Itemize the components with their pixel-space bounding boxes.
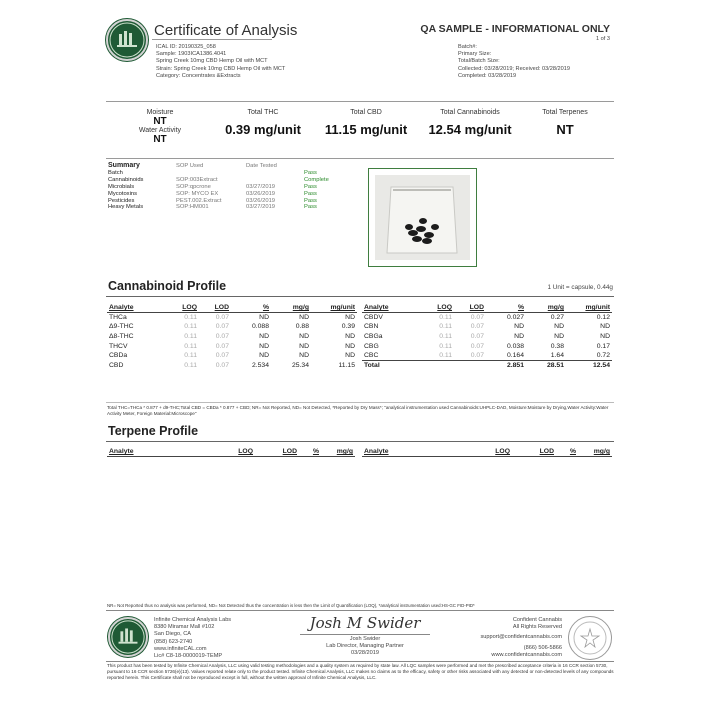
partner-line: (866) 506-5866 — [523, 644, 562, 651]
table-row — [362, 351, 612, 361]
table-cell: CBDV — [364, 314, 383, 322]
table-row — [362, 341, 612, 351]
table-cell: 0.07 — [470, 314, 484, 322]
unit-note: 1 Unit = capsule, 0.44g — [547, 284, 613, 291]
water-activity-label: Water Activity — [138, 127, 182, 134]
table-row — [362, 322, 612, 332]
total-cannabinoids-block — [420, 109, 520, 137]
table-cell: CBC — [364, 351, 379, 359]
table-row — [107, 360, 357, 370]
summary-date — [246, 177, 304, 184]
total-cbd-label: Total CBD — [350, 109, 382, 116]
summary-row — [108, 184, 348, 191]
column-header: % — [486, 304, 526, 313]
partner-line: support@confidentcannabis.com — [480, 634, 562, 641]
table-cell — [410, 360, 454, 370]
column-header: Analyte — [107, 448, 197, 457]
column-header: LOD — [454, 304, 486, 313]
partner-line: Confident Cannabis — [512, 617, 562, 623]
moisture-label: Moisture — [146, 109, 174, 116]
meta-divider — [106, 101, 614, 102]
column-header: LOQ — [410, 304, 454, 313]
total-thc-block — [218, 109, 308, 137]
table-cell: ND — [259, 342, 269, 350]
table-cell: 28.51 — [526, 360, 566, 370]
table-row — [107, 332, 357, 342]
water-activity-value: NT — [153, 134, 167, 145]
summary-title: Summary — [108, 162, 140, 169]
summary-test-name: Cannabinoids — [108, 176, 144, 183]
table-cell: 1.64 — [550, 351, 564, 359]
table-cell: ND — [600, 332, 610, 340]
column-header: % — [231, 304, 271, 313]
table-cell: 0.11 — [439, 314, 452, 322]
header-divider — [152, 39, 272, 40]
sample-meta-right — [458, 44, 618, 80]
table-cell: 0.38 — [550, 342, 564, 350]
table-cell: 0.07 — [215, 361, 229, 369]
table-cell: THCV — [109, 342, 128, 350]
table-cell: 0.11 — [184, 342, 197, 350]
table-cell: 0.07 — [215, 342, 229, 350]
table-cell: 0.72 — [596, 351, 610, 359]
table-cell: ND — [299, 332, 309, 340]
summary-result: Pass — [304, 197, 317, 204]
lab-contact — [154, 617, 274, 660]
footer-divider — [106, 610, 614, 611]
table-cell: 2.534 — [251, 361, 269, 369]
signature: Josh M Swider — [309, 614, 421, 632]
total-cbd-value: 11.15 mg/unit — [324, 122, 408, 137]
cannabinoid-profile-title: Cannabinoid Profile — [108, 279, 227, 293]
meta-line: Sample: 1903ICA1386.4041 — [156, 51, 227, 58]
table-row — [362, 313, 612, 323]
signer-block — [290, 636, 440, 658]
table-cell: 0.17 — [596, 342, 610, 350]
table-cell: 0.39 — [341, 323, 355, 331]
table-cell: 0.11 — [439, 342, 452, 350]
page-number: 1 of 3 — [596, 36, 610, 42]
summary-sop: SOP:qpcrone — [176, 183, 211, 190]
summary-row — [108, 177, 348, 184]
partner-line: www.confidentcannabis.com — [491, 651, 562, 658]
table-cell: 0.11 — [439, 332, 452, 340]
table-cell: ND — [345, 352, 355, 360]
table-cell: CBG — [364, 342, 379, 350]
table-cell: 11.15 — [338, 361, 355, 369]
summary-test-name: Mycotoxins — [108, 190, 137, 197]
summary-row — [108, 170, 348, 177]
cannabinoid-table-right — [362, 304, 612, 370]
terpene-table-right — [362, 448, 612, 457]
table-row — [107, 341, 357, 351]
total-thc-value: 0.39 mg/unit — [225, 122, 301, 137]
table-cell: 0.12 — [596, 314, 610, 322]
total-terpenes-block — [528, 109, 602, 137]
column-header: mg/unit — [311, 304, 357, 313]
total-cannabinoids-value: 12.54 mg/unit — [428, 122, 512, 137]
table-cell: 25.34 — [291, 361, 309, 369]
total-row — [362, 360, 612, 370]
qa-banner: QA SAMPLE - INFORMATIONAL ONLY — [420, 23, 610, 35]
total-cannabinoids-label: Total Cannabinoids — [440, 109, 500, 116]
moisture-value: NT — [153, 116, 167, 127]
table-cell: 0.11 — [184, 361, 197, 369]
column-header: mg/g — [578, 448, 612, 457]
table-cell: 0.27 — [550, 314, 564, 322]
cannabinoid-table-left — [107, 304, 357, 370]
table-cell: CBD — [109, 361, 124, 369]
column-header: Analyte — [362, 304, 410, 313]
table-cell: 0.88 — [295, 323, 309, 331]
summary-result: Pass — [304, 204, 317, 211]
column-header: LOQ — [197, 448, 255, 457]
terpene-profile-title: Terpene Profile — [108, 424, 199, 438]
table-cell: 0.07 — [470, 342, 484, 350]
table-cell: ND — [259, 314, 269, 322]
table-cell: 0.11 — [439, 323, 452, 331]
summary-table — [108, 163, 348, 211]
summary-test-name: Heavy Metals — [108, 204, 144, 211]
table-cell: 2.851 — [486, 360, 526, 370]
table-cell: 0.088 — [251, 323, 269, 331]
table-cell: CBN — [364, 323, 379, 331]
table-cell: ND — [345, 342, 355, 350]
table-cell: ND — [299, 352, 309, 360]
lab-logo — [106, 19, 148, 61]
disclaimer: This product has been tested by Infinite Chemical Analysis, LLC using valid testing methodologies and a quality system as required by state law. All LQC samples were performed and met the prescribed acceptance criteria in 16 CCR section 5730, pursuant to 16 CCR section 5726(e)(13). Values reported relate only to the product tested. Infinite Chemical Analysis, LLC makes no claims as to the efficacy, safety or other risks associated with any detected or non-detected levels of any compounds reported herein. This Certificate shall not be reproduced except in full, without the written approval of Infinite Chemical Analysis, LLC. — [107, 663, 614, 680]
partner-contact — [466, 617, 562, 659]
table-cell: ND — [299, 342, 309, 350]
table-cell: 0.07 — [215, 314, 229, 322]
sign-date: 03/28/2019 — [351, 650, 379, 657]
table-cell: Total — [362, 360, 410, 370]
summary-result: Pass — [304, 169, 317, 176]
totals-divider — [106, 158, 614, 159]
summary-date — [246, 170, 304, 177]
table-cell: CBGa — [364, 332, 383, 340]
table-cell: 0.11 — [439, 351, 452, 359]
summary-date: 03/26/2019 — [246, 190, 276, 197]
terpene-table-left — [107, 448, 355, 457]
summary-test-name: Microbials — [108, 183, 135, 190]
meta-line: Spring Creek 10mg CBD Hemp Oil with MCT — [156, 58, 268, 65]
total-terpenes-label: Total Terpenes — [542, 109, 588, 116]
table-cell: 0.07 — [470, 351, 484, 359]
column-header: % — [556, 448, 578, 457]
cannabinoid-divider — [106, 296, 614, 297]
table-cell: ND — [345, 314, 355, 322]
meta-line: Batch#: — [458, 44, 477, 50]
table-row — [362, 332, 612, 342]
lab-line: Infinite Chemical Analysis Labs — [154, 617, 232, 623]
summary-date: 03/26/2019 — [246, 197, 276, 204]
summary-test-name: Batch — [108, 169, 123, 176]
disclaimer-divider — [106, 661, 614, 662]
lab-line: 8380 Miramar Mall #102 — [154, 624, 215, 631]
table-cell: ND — [554, 323, 564, 331]
summary-result: Pass — [304, 190, 317, 197]
partner-line: All Rights Reserved — [512, 624, 562, 631]
summary-result: Complete — [304, 176, 329, 183]
table-cell — [454, 360, 486, 370]
table-cell: 0.11 — [184, 332, 197, 340]
table-cell: ND — [514, 332, 524, 340]
table-cell: 12.54 — [566, 360, 612, 370]
total-terpenes-value: NT — [556, 122, 574, 137]
column-header: mg/g — [271, 304, 311, 313]
table-cell: ND — [299, 314, 309, 322]
table-cell: 0.07 — [215, 332, 229, 340]
summary-sop: PEST.002.Extract — [176, 197, 222, 204]
column-header: Analyte — [362, 448, 454, 457]
lab-line: (858) 623-2740 — [154, 638, 193, 645]
column-header: % — [299, 448, 321, 457]
summary-row — [108, 191, 348, 198]
table-cell: 0.11 — [184, 352, 197, 360]
meta-line: Category: Concentrates &Extracts — [156, 72, 241, 79]
meta-line: Total/Batch Size: — [458, 58, 500, 65]
table-cell: Δ9-THC — [109, 323, 134, 331]
sample-photo — [368, 168, 477, 267]
summary-sop: SOP:003Extract — [176, 176, 218, 183]
summary-test-name: Pesticides — [108, 197, 135, 204]
lab-line: www.infiniteCAL.com — [154, 645, 207, 652]
table-cell: CBDa — [109, 352, 128, 360]
column-header: LOD — [199, 304, 231, 313]
table-cell: 0.07 — [470, 323, 484, 331]
signature-line — [300, 634, 430, 635]
table-cell: 0.164 — [506, 351, 524, 359]
summary-col-sop: SOP Used — [176, 163, 204, 169]
table-cell: 0.038 — [506, 342, 524, 350]
summary-date: 03/27/2019 — [246, 204, 276, 211]
summary-rows — [108, 170, 348, 211]
column-header: Analyte — [107, 304, 155, 313]
table-cell: 0.07 — [215, 323, 229, 331]
meta-line: Completed: 03/28/2019 — [458, 72, 517, 79]
sample-meta-left — [156, 44, 376, 80]
table-row — [107, 313, 357, 323]
document-title: Certificate of Analysis — [154, 22, 298, 39]
footer-lab-logo — [108, 617, 148, 657]
column-header: LOQ — [155, 304, 199, 313]
column-header: LOD — [255, 448, 299, 457]
table-cell: ND — [259, 352, 269, 360]
confident-cannabis-seal — [568, 616, 612, 660]
table-cell: THCa — [109, 314, 127, 322]
table-row — [107, 351, 357, 361]
summary-sop: SOP: MYCO EX — [176, 190, 219, 197]
moisture-block — [120, 109, 200, 145]
meta-line: Strain: Spring Creek 10mg CBD Hemp Oil with MCT — [156, 65, 286, 72]
summary-row — [108, 204, 348, 211]
summary-sop — [176, 170, 246, 177]
table-cell: 0.027 — [506, 314, 524, 322]
table-cell: ND — [345, 332, 355, 340]
table-cell: ND — [514, 323, 524, 331]
summary-row — [108, 198, 348, 205]
table-cell: 0.07 — [470, 332, 484, 340]
meta-line: ICAL ID: 20190325_058 — [156, 44, 216, 50]
footnote-divider — [106, 402, 614, 403]
total-thc-label: Total THC — [247, 109, 279, 116]
lab-line: San Diego, CA — [154, 631, 192, 638]
table-cell: ND — [554, 332, 564, 340]
table-cell: 0.07 — [215, 352, 229, 360]
table-cell: 0.11 — [184, 323, 197, 331]
column-header: mg/g — [321, 448, 355, 457]
column-header: LOD — [512, 448, 556, 457]
table-cell: 0.11 — [184, 314, 197, 322]
column-header: mg/g — [526, 304, 566, 313]
summary-col-date: Date Tested — [246, 163, 277, 169]
column-header: mg/unit — [566, 304, 612, 313]
summary-date: 03/27/2019 — [246, 183, 276, 190]
table-cell: ND — [259, 332, 269, 340]
summary-result: Pass — [304, 183, 317, 190]
meta-line: Primary Size: — [458, 51, 492, 58]
summary-sop: SOP:HM001 — [176, 204, 209, 211]
table-row — [107, 322, 357, 332]
terpene-divider — [106, 441, 614, 442]
total-cbd-block — [318, 109, 414, 137]
table-cell: ND — [600, 323, 610, 331]
signer-name: Josh Swider — [349, 636, 381, 642]
column-header: LOQ — [454, 448, 512, 457]
meta-line: Collected: 03/28/2019; Received: 03/28/2019 — [458, 65, 570, 72]
lab-line: Lic# C8-18-0000019-TEMP — [154, 653, 223, 660]
table-cell: Δ8-THC — [109, 332, 134, 340]
cannabinoid-footnote: Total THC=THCa * 0.877 + d9-THC;Total CBD = CBDa * 0.877 + CBD; NR= Not Reported, ND= Not Detected, *Reported by Dry Mass*; "analytical instrumentation used Cannabinoids:UHPLC-DAD, Moisture:Moisture by Drying,Water Activity:Water Activity Meter, Foreign Material:Microscope" — [107, 405, 609, 416]
signer-title: Lab Director, Managing Partner — [326, 643, 404, 650]
footer-note: NR= Not Reported thus no analysis was performed, ND= Not Detected thus the concentration is less then the Limit of Quantification (LOQ), *analytical instrumentation used:HS-GC FID-PID* — [107, 603, 475, 608]
